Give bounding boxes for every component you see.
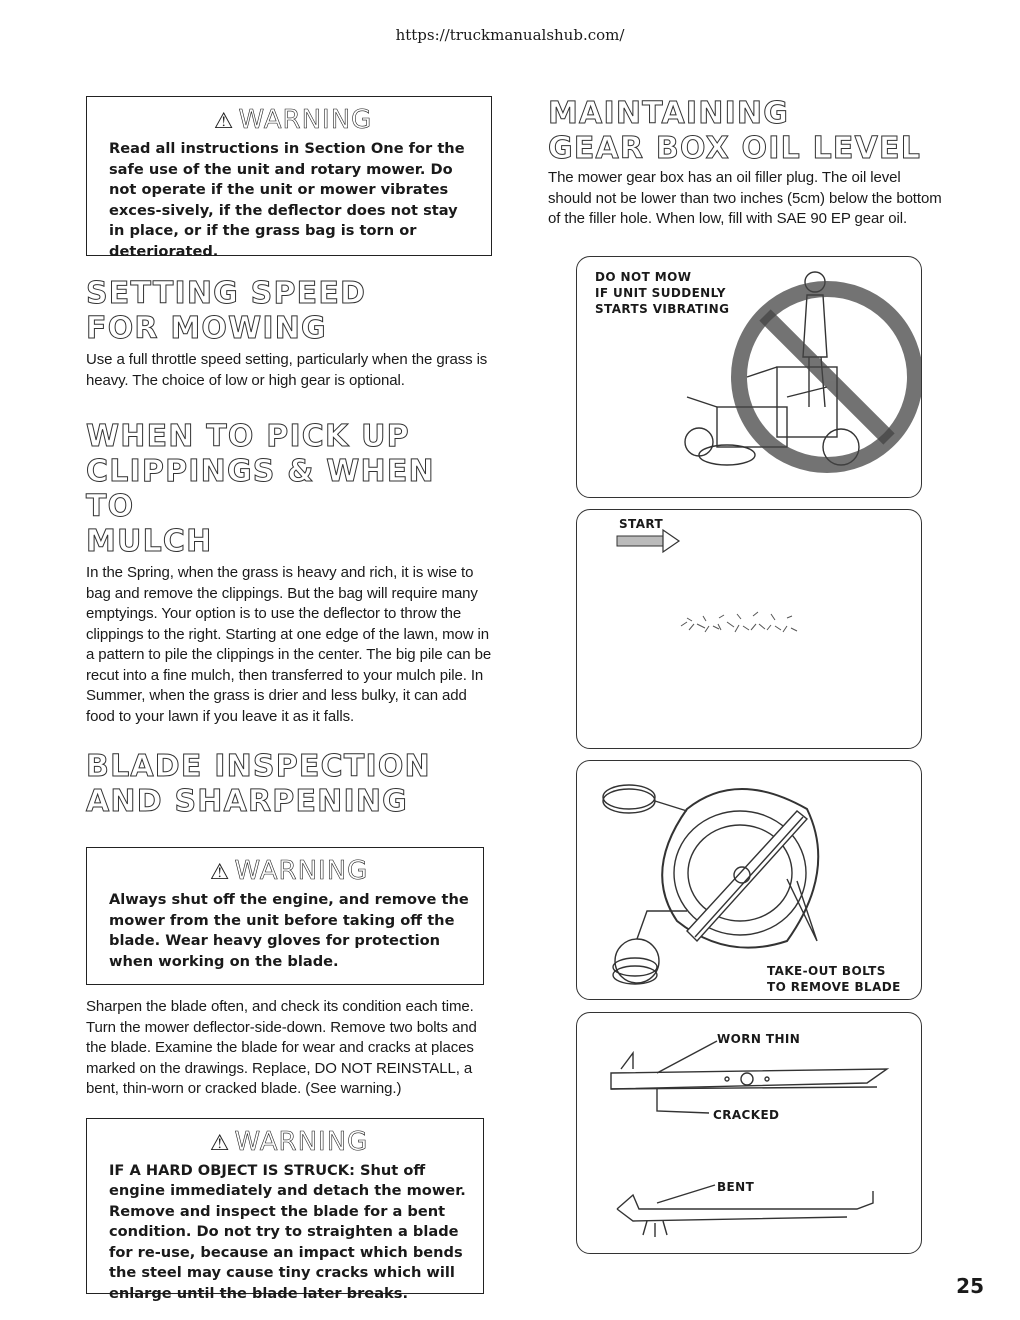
clippings-text: In the Spring, when the grass is heavy and rich, it is wise to bag and remove the clippings. But the bag will require many emptyings. Your option is to use the deflector to throw the clippings to the right. Starting at one edge of the lawn, mow in a pattern to pile the clippings in the center. The big pile can be recut into a fine mulch, then transferred to your mulch pile. In Summer, when the grass is drier and less bulky, it can add food to your lawn if you leave it as it falls. xyxy=(86,564,492,725)
figure-vibration-warning xyxy=(576,256,922,498)
warning-box-blade xyxy=(86,847,484,985)
takeout-bolts-label: TAKE-OUT BOLTS TO REMOVE BLADE xyxy=(767,964,901,994)
setting-speed-text: Use a full throttle speed setting, particularly when the grass is heavy. The choice of low or high gear is optional. xyxy=(86,351,488,389)
left-column xyxy=(86,96,492,1302)
warning-text: IF A HARD OBJECT IS STRUCK: Shut off engine immediately and detach the mower. Remove and inspect the blade for a bent condition. Do not try to straighten a blade for re-use, because an impact which bends the steel may cause tiny cracks which will enlarge until the blade later breaks. xyxy=(109,1161,466,1302)
warning-text: Read all instructions in Section One for the safe use of the unit and rotary mower. Do not operate if the unit or mower vibrates exces-sively, if the deflector does not stay in place, or if the grass bag is torn or deteriorated. xyxy=(109,140,465,260)
warning-title: WARNING xyxy=(234,856,369,886)
start-arrow-icon xyxy=(617,536,663,546)
blade-text: Sharpen the blade often, and check its condition each time. Turn the mower deflector-side-down. Remove two bolts and the blade. Examine the blade for wear and cracks at places marked on the drawings. Replace, DO NOT REINSTALL, a bent, thin-worn or cracked blade. (See warning.) xyxy=(86,998,477,1097)
warning-box-hard-object xyxy=(86,1118,484,1302)
warning-triangle-icon: ⚠ xyxy=(209,860,231,885)
warning-title: WARNING xyxy=(234,1126,369,1157)
warning-heading xyxy=(109,105,477,135)
cracked-label: CRACKED xyxy=(713,1108,780,1122)
figure-blade-condition xyxy=(576,1012,922,1254)
warning-title: WARNING xyxy=(238,105,373,135)
heading-setting-speed: SETTING SPEED FOR MOWING xyxy=(86,276,367,346)
tractor-prohibited-illustration xyxy=(577,257,922,498)
heading-clippings: WHEN TO PICK UP CLIPPINGS & WHEN TO MULCH xyxy=(86,419,435,559)
vibration-label: DO NOT MOW IF UNIT SUDDENLY STARTS VIBRATING xyxy=(595,270,730,316)
mowing-pattern-illustration xyxy=(577,510,922,749)
start-label: START xyxy=(619,517,664,531)
warning-triangle-icon: ⚠ xyxy=(209,1130,231,1156)
page-number: 25 xyxy=(956,1274,984,1298)
gear-box-text: The mower gear box has an oil filler plug. The oil level should not be lower than two inches (5cm) below the bottom of the filler hole. When low, fill with SAE 90 EP gear oil. xyxy=(548,169,942,227)
worn-thin-label: WORN THIN xyxy=(717,1032,801,1046)
warning-heading xyxy=(109,1127,469,1157)
bent-label: BENT xyxy=(717,1180,755,1194)
figure-remove-blade xyxy=(576,760,922,1000)
figure-mowing-pattern xyxy=(576,509,922,749)
blade-condition-illustration xyxy=(577,1013,922,1254)
right-column xyxy=(548,96,948,230)
warning-text: Always shut off the engine, and remove the mower from the unit before taking off the blade. Wear heavy gloves for protection when working on the blade. xyxy=(109,891,469,970)
warning-triangle-icon: ⚠ xyxy=(213,109,235,134)
heading-gear-box: MAINTAINING GEAR BOX OIL LEVEL xyxy=(548,96,922,166)
warning-heading xyxy=(109,856,469,886)
warning-box-instructions xyxy=(86,96,492,260)
heading-blade-inspection: BLADE INSPECTION AND SHARPENING xyxy=(86,749,431,819)
source-url: https://truckmanualshub.com/ xyxy=(395,26,625,44)
grass-clippings-icon xyxy=(681,612,797,632)
